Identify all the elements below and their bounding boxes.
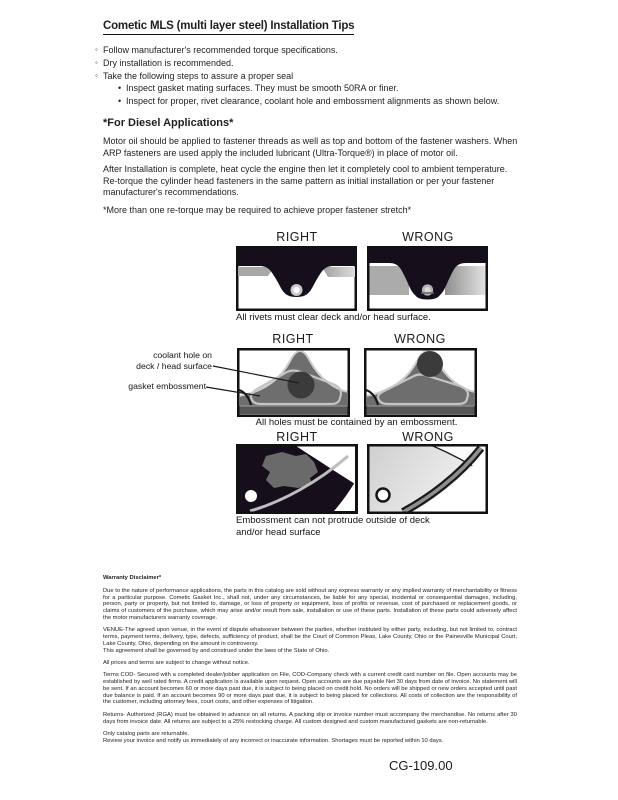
coolant-hole-annotation: coolant hole on deck / head surface [136, 350, 212, 371]
diagram1-caption: All rivets must clear deck and/or head surface. [236, 312, 431, 323]
bullet-marker: • [118, 96, 122, 107]
bullet-marker: ◦ [95, 45, 98, 54]
disclaimer-heading: Warranty Disclaimer* [103, 575, 162, 581]
bolt-hole-icon [245, 490, 257, 502]
installation-tips-list [95, 44, 575, 108]
disclaimer-paragraph: Review your invoice and notify us immediately of any incorrect or inaccurate information. Shortages must be reported within 10 days. [103, 737, 444, 744]
coolant-hole-icon [417, 351, 443, 377]
bolt-hole-icon [377, 489, 390, 502]
retorque-note: *More than one re-torque may be required to achieve proper fastener stretch* [103, 205, 412, 215]
list-item [95, 70, 575, 83]
diesel-applications-heading: *For Diesel Applications* [103, 117, 234, 129]
list-item-text: Take the following steps to assure a proper seal [103, 70, 294, 81]
list-item-text: Follow manufacturer's recommended torque specifications. [103, 45, 338, 55]
page-title: Cometic MLS (multi layer steel) Installation Tips [103, 20, 354, 35]
rivet-wrong-diagram [367, 246, 488, 311]
diesel-paragraph-2: After Installation is complete, heat cycle the engine then let it completely cool to ambient temperature. Re-torque the cylinder head fasteners in the same pattern as initial installation or per your fastener manufacturer's recommendations. [103, 164, 508, 197]
coolant-hole-wrong-diagram [364, 348, 477, 417]
diagram1-wrong-label: WRONG [402, 230, 454, 244]
protrusion-right-diagram [236, 444, 358, 514]
bullet-marker: ◦ [95, 70, 98, 80]
disclaimer-paragraph: Due to the nature of performance applications, the parts in this catalog are sold without any express warranty or any implied warranty of merchantability or fitness for a particular purpose. Cometic Gasket Inc., shall not, under any circumstances, be liable for any special, incidental or consequential damages, including, person, party or property, but not limited to, damage, or loss of property or equipment, loss of profits or revenue, cost of purchased or replacement goods, or claims of customers of the purchase, which may arise and/or result from sale, installation or use of these parts. Installation of these parts could adversely affect the motor manufacturers warranty coverage. [103, 587, 517, 621]
disclaimer-paragraph: This agreement shall be governed by and construed under the laws of the State of Ohio. [103, 647, 330, 654]
rivet-right-diagram [236, 246, 357, 311]
disclaimer-paragraph: Terms COD- Secured with a completed dealer/jobber application on File, COD-Company check with a current credit card number on file. Open accounts may be established by well rated firms. A credit application is available upon request. Open accounts are due payable Net 30 days from date of invoice. No statement will be sent. If an account becomes 60 or more days past due, it is subject to being placed on credit hold. No orders will be shipped or new orders accepted until past due balance is paid. If an account becomes 90 or more days past due, it is subject to being placed for collections. All costs of collection are the responsibility of the customer, including attorney fees, court costs, and other expenses of litigation. [103, 672, 517, 706]
disclaimer-paragraph: All prices and terms are subject to change without notice. [103, 659, 250, 666]
protrusion-wrong-diagram [367, 444, 488, 514]
list-item [95, 95, 575, 108]
diagram3-right-label: RIGHT [276, 430, 318, 444]
list-item [95, 57, 575, 70]
diesel-paragraph-1: Motor oil should be applied to fastener threads as well as top and bottom of the fastener washers. When ARP fasteners are used apply the included lubricant (Ultra-Torque®) in place of motor oil. [103, 136, 518, 158]
bullet-marker: • [118, 83, 122, 94]
disclaimer-paragraph: Only catalog parts are returnable. [103, 730, 190, 737]
diagram2-wrong-label: WRONG [394, 332, 446, 346]
bullet-marker: ◦ [95, 57, 98, 67]
list-item-text: Inspect for proper, rivet clearance, coolant hole and embossment alignments as shown below. [126, 96, 500, 107]
list-item [95, 82, 575, 95]
page-code: CG-109.00 [389, 758, 453, 773]
diagram2-caption: All holes must be contained by an embossment. [255, 417, 458, 428]
disclaimer-paragraph: Returns- Authorized (RGA) must be obtained in advance on all returns. A packing slip or invoice number must accompany the merchandise. No returns after 30 days from invoice date. All returns are subject to a 25% restocking charge. All custom designed and custom manufactured gaskets are non-returnable. [103, 711, 517, 725]
diagram3-caption: Embossment can not protrude outside of deck and/or head surface [236, 515, 430, 538]
disclaimer-paragraph: VENUE-The agreed upon venue, in the event of dispute whatsoever between the parties, whether instituted by either party, including, but not limited to, contract terms, payment terms, delivery, type, defects, sufficiency of product, shall be the Court of Common Pleas, Lake County, Ohio or the Painesville Municipal Court, Lake County, Ohio, depending on the amount in controversy. [103, 627, 517, 647]
diagram1-right-label: RIGHT [276, 230, 318, 244]
list-item-text: Inspect gasket mating surfaces. They must be smooth 50RA or finer. [126, 83, 399, 94]
list-item-text: Dry installation is recommended. [103, 57, 234, 68]
gasket-embossment-annotation: gasket embossment [128, 381, 206, 391]
list-item [95, 44, 575, 57]
warranty-disclaimer [103, 575, 517, 744]
diagram2-right-label: RIGHT [272, 332, 314, 346]
annotation-leader-lines [100, 344, 310, 404]
diagram3-wrong-label: WRONG [402, 430, 454, 444]
